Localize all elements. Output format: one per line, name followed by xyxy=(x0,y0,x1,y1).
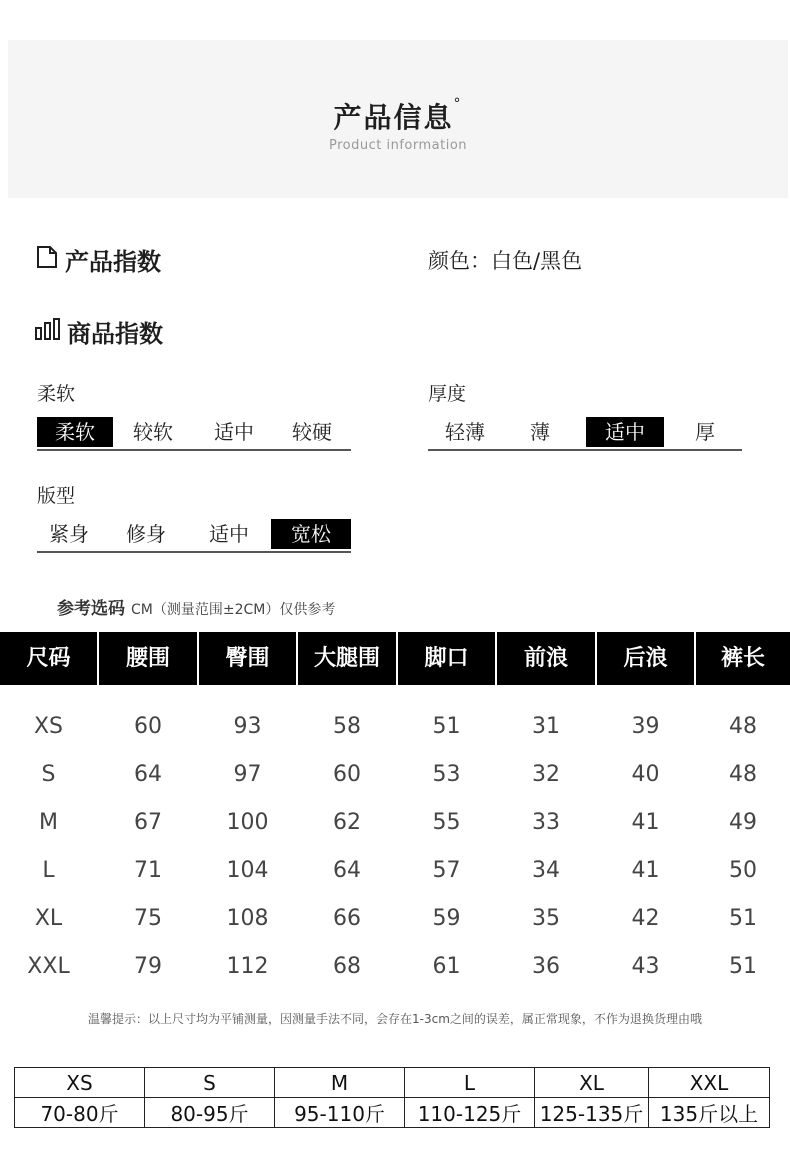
fit-options xyxy=(37,519,351,553)
table-cell: 53 xyxy=(432,762,461,787)
table-cell: 62 xyxy=(333,810,361,835)
softness-options xyxy=(37,417,351,451)
weight-range-cell: 125-135斤 xyxy=(535,1098,649,1128)
fit-label: 版型 xyxy=(37,485,76,507)
fit-option: 宽松 xyxy=(271,519,351,549)
reference-title-text: 参考选码 xyxy=(57,599,125,619)
table-cell: 100 xyxy=(226,810,269,835)
thickness-options xyxy=(428,417,742,451)
size-table-header xyxy=(0,632,790,685)
product-index-heading xyxy=(35,242,161,277)
measurement-note: 温馨提示：以上尺寸均为平铺测量，因测量手法不同，会存在1-3cm之间的误差，属正常现象，不作为退换货理由哦 xyxy=(88,1012,702,1026)
table-cell: XL xyxy=(34,906,63,931)
table-cell: 71 xyxy=(134,858,162,883)
table-cell: 51 xyxy=(729,906,757,931)
thickness-option: 厚 xyxy=(695,420,715,444)
table-cell: 43 xyxy=(631,954,660,979)
table-cell: 60 xyxy=(134,714,162,739)
table-cell: 64 xyxy=(134,762,162,787)
weight-size-cell: XS xyxy=(15,1068,145,1098)
weight-size-cell: XL xyxy=(535,1068,649,1098)
weight-range-cell: 95-110斤 xyxy=(275,1098,405,1128)
softness-label: 柔软 xyxy=(37,383,76,405)
header-thigh: 大腿围 xyxy=(313,646,380,671)
table-cell: 39 xyxy=(631,714,660,739)
table-cell: 64 xyxy=(333,858,361,883)
table-cell: 55 xyxy=(432,810,461,835)
table-cell: 31 xyxy=(532,714,560,739)
table-cell: 34 xyxy=(532,858,560,883)
thickness-option: 适中 xyxy=(586,417,664,447)
table-cell: 108 xyxy=(226,906,269,931)
table-cell: 50 xyxy=(729,858,757,883)
weight-range-row xyxy=(15,1098,770,1128)
table-cell: 93 xyxy=(233,714,262,739)
table-cell: 48 xyxy=(729,714,757,739)
weight-size-row xyxy=(15,1068,770,1098)
product-info-banner xyxy=(8,40,788,198)
thickness-option: 薄 xyxy=(530,420,550,444)
table-cell: XS xyxy=(33,714,64,739)
weight-size-cell: L xyxy=(405,1068,535,1098)
goods-index-heading xyxy=(35,314,163,349)
header-hem: 脚口 xyxy=(424,646,469,671)
table-cell: 51 xyxy=(729,954,757,979)
table-cell: 41 xyxy=(631,858,660,883)
banner-title-text: 产品信息 xyxy=(333,101,454,134)
header-back-rise: 后浪 xyxy=(623,646,668,671)
table-cell: 79 xyxy=(134,954,162,979)
softness-option: 柔软 xyxy=(37,417,113,447)
table-cell: 60 xyxy=(333,762,361,787)
banner-subtitle: Product information xyxy=(328,138,468,153)
fit-option: 修身 xyxy=(126,522,166,546)
table-cell: M xyxy=(39,810,58,835)
fit-option: 紧身 xyxy=(49,522,89,546)
weight-size-cell: M xyxy=(275,1068,405,1098)
table-cell: 104 xyxy=(226,858,269,883)
header-size: 尺码 xyxy=(26,646,71,671)
goods-index-title: 商品指数 xyxy=(67,320,163,348)
weight-size-cell: S xyxy=(145,1068,275,1098)
header-waist: 腰围 xyxy=(125,646,170,671)
table-cell: 67 xyxy=(134,810,162,835)
softness-option: 适中 xyxy=(214,420,254,444)
table-cell: 32 xyxy=(532,762,560,787)
banner-title xyxy=(8,96,788,136)
table-cell: 57 xyxy=(432,858,461,883)
color-info: 颜色：白色/黑色 xyxy=(428,249,583,273)
document-icon xyxy=(35,245,59,275)
table-cell: 51 xyxy=(432,714,461,739)
table-cell: 66 xyxy=(333,906,361,931)
table-cell: 112 xyxy=(226,954,269,979)
weight-range-cell: 70-80斤 xyxy=(15,1098,145,1128)
table-cell: 40 xyxy=(631,762,660,787)
product-index-title: 产品指数 xyxy=(65,248,161,276)
softness-option: 较软 xyxy=(133,420,173,444)
table-cell: 97 xyxy=(233,762,262,787)
header-length: 裤长 xyxy=(720,646,765,671)
weight-range-cell: 80-95斤 xyxy=(145,1098,275,1128)
reference-title xyxy=(57,594,335,619)
table-cell: 59 xyxy=(432,906,461,931)
softness-option: 较硬 xyxy=(292,420,332,444)
table-cell: 36 xyxy=(532,954,560,979)
table-cell: 61 xyxy=(432,954,461,979)
thickness-label: 厚度 xyxy=(428,383,467,405)
table-cell: XXL xyxy=(27,954,70,979)
table-cell: 48 xyxy=(729,762,757,787)
weight-size-cell: XXL xyxy=(649,1068,770,1098)
reference-subtitle: CM（测量范围±2CM）仅供参考 xyxy=(131,602,336,618)
table-cell: 58 xyxy=(333,714,361,739)
table-cell: L xyxy=(42,858,55,883)
table-cell: S xyxy=(41,762,56,787)
fit-option: 适中 xyxy=(209,522,249,546)
weight-range-cell: 110-125斤 xyxy=(405,1098,535,1128)
header-hip: 臀围 xyxy=(225,646,270,671)
table-cell: 35 xyxy=(532,906,560,931)
table-cell: 42 xyxy=(631,906,660,931)
thickness-option: 轻薄 xyxy=(445,420,485,444)
weight-range-cell: 135斤以上 xyxy=(649,1098,770,1128)
degree-mark: ° xyxy=(453,96,463,112)
weight-table xyxy=(14,1067,770,1128)
table-cell: 49 xyxy=(729,810,757,835)
table-cell: 75 xyxy=(134,906,162,931)
table-cell: 33 xyxy=(532,810,560,835)
table-cell: 68 xyxy=(333,954,361,979)
header-front-rise: 前浪 xyxy=(523,646,568,671)
table-cell: 41 xyxy=(631,810,660,835)
bar-chart-icon xyxy=(35,318,61,346)
